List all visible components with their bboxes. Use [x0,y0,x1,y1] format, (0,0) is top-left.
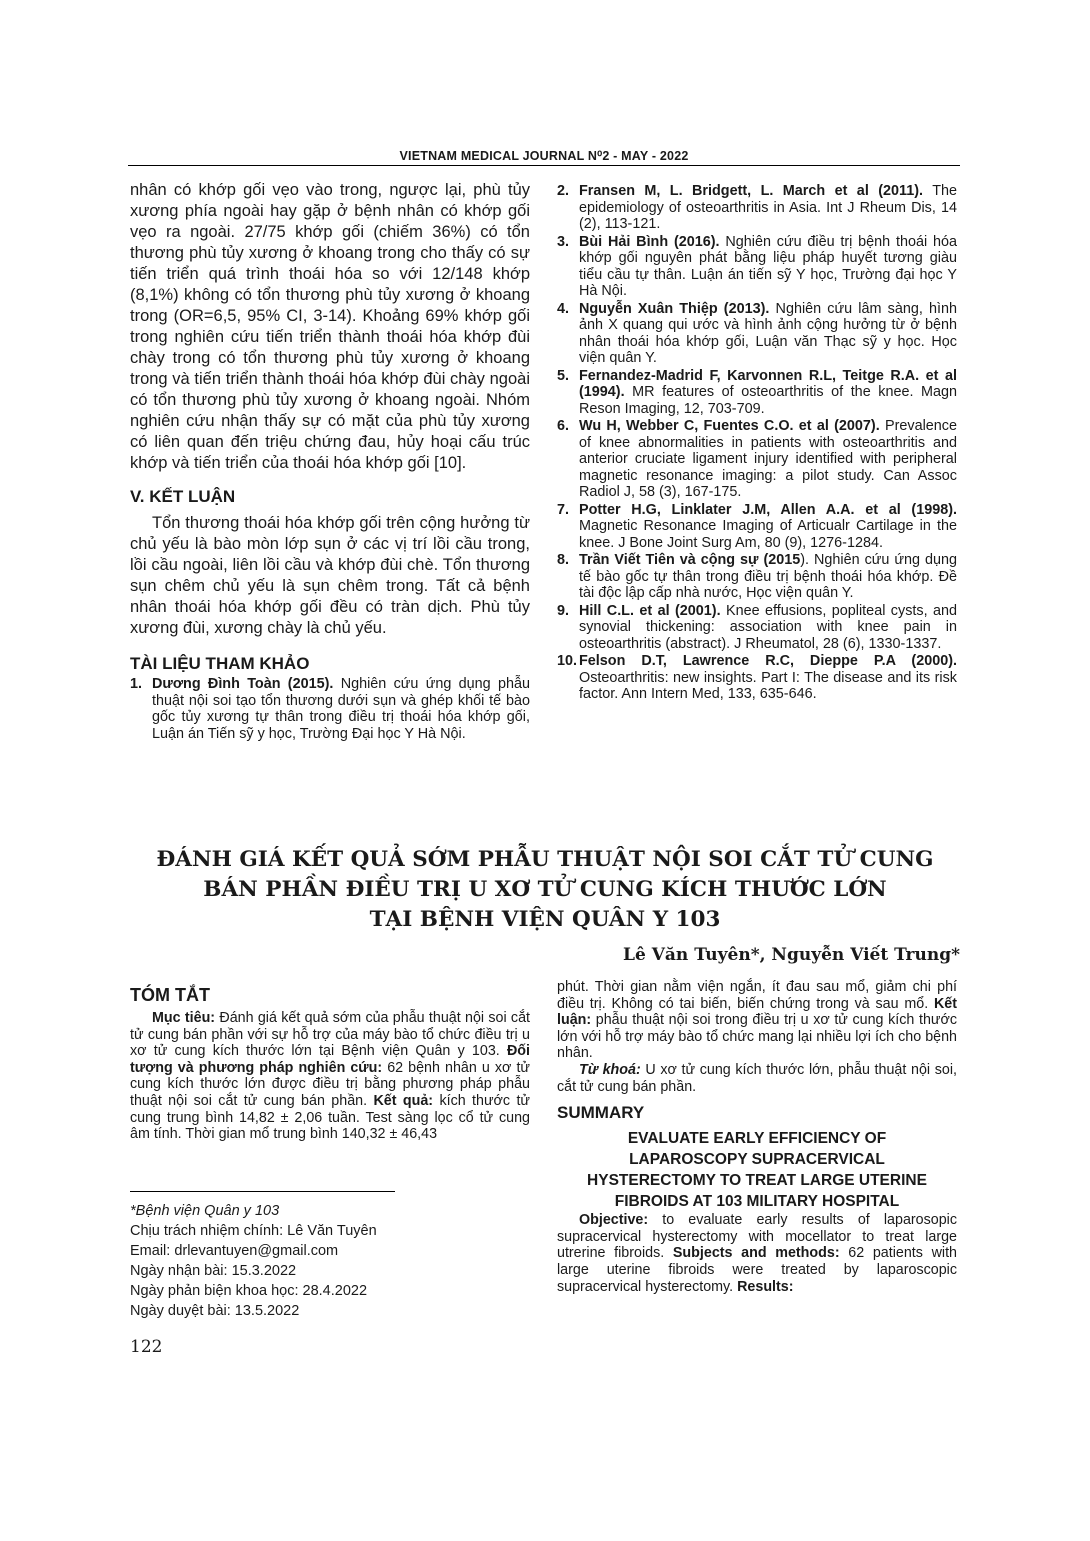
summary-title-line: HYSTERECTOMY TO TREAT LARGE UTERINE [587,1172,927,1190]
reference-item: 4. Nguyễn Xuân Thiệp (2013). Nghiên cứu lâm sàng, hình ảnh X quang qui ước và hình ảnh cộng hưởng từ ở bệnh nhân thoái hóa khớp gối, Luận văn Thạc sỹ y học. Học viện quân Y. [557,300,957,366]
article-title-line: ĐÁNH GIÁ KẾT QUẢ SỚM PHẪU THUẬT NỘI SOI CẮT TỬ CUNG [156,847,934,872]
reference-item: 2. Fransen M, L. Bridgett, L. March et al (2011). The epidemiology of osteoarthritis in Asia. Int J Rheum Dis, 14 (2), 113-121. [557,183,958,232]
references-heading: TÀI LIỆU THAM KHẢO [130,654,310,673]
references-list-left [130,676,530,742]
reference-item: 10. Felson D.T, Lawrence R.C, Dieppe P.A (2000). Osteoarthritis: new insights. Part I: The disease and its risk factor. Ann Intern Med, 133, 635-646. [557,653,957,702]
received-date: Ngày nhận bài: 15.3.2022 [130,1263,297,1279]
accepted-date: Ngày duyệt bài: 13.5.2022 [130,1303,300,1319]
contact-email: Email: drlevantuyen@gmail.com [130,1243,339,1259]
reference-item: 1. Dương Đình Toàn (2015). Nghiên cứu ứng dụng phẫu thuật nội soi tạo tổn thương dưới sụn và ghép khối tế bào gốc tủy xương tự thân trong điều trị thoái hóa khớp gối, Luận án Tiến sỹ y học, Trường Đại học Y Hà Nội. [130,676,530,742]
abstract-continuation: phút. Thời gian nằm viện ngắn, ít đau sau mổ, giảm chi phí điều trị. Không có tai biến, biến chứng trong và sau mổ. Kết luận: phẫu thuật nội soi trong điều trị u xơ tử cung kích thước lớn với hỗ trợ máy bào tổ chức mang lại nhiều lợi ích cho bệnh nhân. [557,979,957,1062]
abstract-right-column [557,979,957,1295]
article-authors: Lê Văn Tuyên*, Nguyễn Viết Trung* [623,945,960,965]
review-date: Ngày phản biện khoa học: 28.4.2022 [130,1283,368,1299]
summary-title-line: LAPAROSCOPY SUPRACERVICAL [629,1151,885,1169]
footnote-rule [130,1191,395,1192]
conclusion-paragraph: Tổn thương thoái hóa khớp gối trên cộng hưởng từ chủ yếu là bào mòn lớp sụn ở các vị trí lồi cầu trong, lồi cầu ngoài, liên lồi cầu và khớp đùi chè. Tổn thương sụn chêm chủ yếu là sụn chêm trong. Tất cả bệnh nhân thoái hóa khớp gối đều có tràn dịch. Phù tủy xương đùi, xương chày là chủ yếu. [130,514,530,637]
responsible-author: Chịu trách nhiệm chính: Lê Văn Tuyên [130,1223,377,1239]
reference-item: 6. Wu H, Webber C, Fuentes C.O. et al (2007). Prevalence of knee abnormalities in patients with osteoarthritis and anterior cruciate ligament injury identified with peripheral magnetic resonance imaging: a pilot study. Can Assoc Radiol J, 58 (3), 167-175. [557,418,958,500]
discussion-paragraph: nhân có khớp gối vẹo vào trong, ngược lại, phù tủy xương phía ngoài hay gặp ở bệnh nhân có khớp gối vẹo ra ngoài. 27/75 khớp gối (chiếm 36%) có tổn thương phù tủy xương ở khoang trong cho thấy có sự tiến triển quá trình thoái hóa so với 12/148 khớp (8,1%) không có tổn thương phù tủy xương ở khoang trong (OR=6,5, 95% CI, 3-14). Khoảng 69% khớp gối trong nghiên cứu tiến triển thành thoái hóa khớp đùi chày trong có tổn thương phù tủy xương ở khoang trong và tiến triển thành thoái hóa khớp đùi chày ngoài có tổn thương phù tủy xương ở khoang ngoài. Nhóm nghiên cứu nhận thấy sự có mặt của phù tủy xương có liên quan đến triệu chứng đau, hủy hoại cấu trúc khớp và tiến triển của thoái hóa khớp gối [10]. [130,181,530,472]
summary-heading: SUMMARY [557,1103,645,1123]
abstract-vietnamese [130,985,530,1143]
reference-item: 8. Trần Viết Tiên và cộng sự (2015). Nghiên cứu ứng dụng tế bào gốc tự thân trong điều trị bệnh thoái hóa khớp. Đề tài độc lập cấp nhà nước, Học viện quân Y. [557,552,957,601]
summary-title-line: EVALUATE EARLY EFFICIENCY OF [627,1130,887,1148]
left-column [130,180,530,743]
affiliation-note: *Bệnh viện Quân y 103 [130,1203,280,1219]
reference-item: 5. Fernandez-Madrid F, Karvonnen R.L, Teitge R.A. et al (1994). MR features of osteoarthritis of the knee. Magn Reson Imaging, 12, 703-709. [557,367,957,417]
reference-item: 7. Potter H.G, Linklater J.M, Allen A.A. et al (1998). Magnetic Resonance Imaging of Articualr Cartilage in the knee. J Bone Joint Surg Am, 80 (9), 1276-1284. [557,501,957,551]
footnotes [130,1201,377,1321]
article-title-line: BÁN PHẦN ĐIỀU TRỊ U XƠ TỬ CUNG KÍCH THƯỚC LỚN [203,877,887,902]
article-title [130,845,960,935]
journal-header: VIETNAM MEDICAL JOURNAL N⁰2 - MAY - 2022 [399,149,689,163]
abstract-body: Mục tiêu: Đánh giá kết quả sớm của phẫu thuật nội soi cắt tử cung bán phần với sự hỗ trợ của máy bào tổ chức điều trị u xơ tử cung kích thước lớn tại Bệnh viện Quân y 103. Đối tượng và phương pháp nghiên cứu: 62 bệnh nhân u xơ tử cung kích thước lớn được điều trị bằng phương pháp phẫu thuật nội soi cắt tử cung bán phần. Kết quả: kích thước tử cung trung bình 14,82 ± 2,06 tuần. Test sàng lọc cổ tử cung âm tính. Thời gian mổ trung bình 140,32 ± 46,43 [130,1010,531,1143]
reference-item: 9. Hill C.L. et al (2001). Knee effusions, popliteal cysts, and synovial thickening: association with knee pain in osteoarthritis (abstract). J Rheumatol, 28 (6), 1330-1337. [557,602,957,652]
conclusion-heading: V. KẾT LUẬN [130,487,236,506]
references-list-right [557,183,957,703]
summary-title-line: FIBROIDS AT 103 MILITARY HOSPITAL [614,1193,900,1211]
summary-body: Objective: to evaluate early results of laparosopic supracervical hysterectomy with mocellator to treat large utrerine fibroids. Subjects and methods: 62 patients with large uterine fibroids were treated by laparoscopic supracervical hysterectomy. Results: [557,1212,957,1295]
page-number: 122 [130,1337,163,1357]
summary-title [557,1128,957,1212]
article-title-line: TẠI BỆNH VIỆN QUÂN Y 103 [369,907,721,932]
abstract-keywords: Từ khoá: U xơ tử cung kích thước lớn, phẫu thuật nội soi, cắt tử cung bán phần. [557,1061,957,1095]
reference-item: 3. Bùi Hải Bình (2016). Nghiên cứu điều trị bệnh thoái hóa khớp gối nguyên phát bằng liệu pháp huyết tương giàu tiểu cầu tự thân. Luận án tiến sỹ Y học, Trường đại học Y Hà Nội. [557,233,957,299]
abstract-heading: TÓM TẮT [130,985,210,1005]
header-rule [128,165,960,166]
right-column-references [557,183,957,704]
